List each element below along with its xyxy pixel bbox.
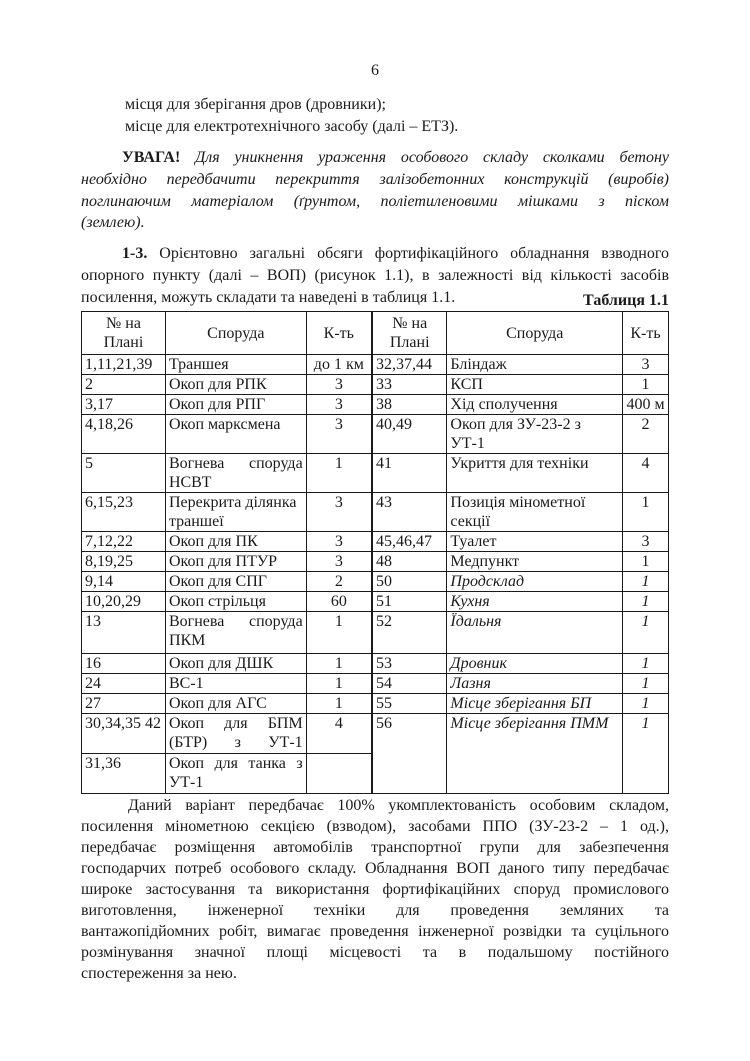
cell-num: 43 [372, 493, 447, 532]
cell-qty: 1 [306, 674, 372, 694]
cell-name: Окоп стрільця [165, 592, 306, 612]
cell-name: Окоп для АГС [165, 694, 306, 714]
cell-qty: 1 [623, 612, 669, 654]
cell-qty: 1 [306, 612, 372, 654]
cell-qty: 1 [623, 572, 669, 592]
cell-qty: 1 [623, 714, 669, 794]
cell-num: 48 [372, 552, 447, 572]
cell-num: 30,34,35 42 [82, 714, 166, 754]
cell-qty [306, 754, 372, 794]
cell-qty: 1 [623, 493, 669, 532]
table-row [82, 592, 669, 612]
cell-name: Лазня [447, 674, 623, 694]
cell-qty: 1 [623, 694, 669, 714]
cell-qty: 1 [623, 592, 669, 612]
cell-name: Перекрита ділянка траншеї [165, 493, 306, 532]
cell-name: Продсклад [447, 572, 623, 592]
cell-num: 13 [82, 612, 166, 654]
cell-qty: 2 [306, 572, 372, 592]
cell-num: 24 [82, 674, 166, 694]
table-caption: Таблиця 1.1 [583, 292, 669, 309]
cell-name: Окоп для танка з УТ-1 [165, 754, 306, 794]
warning-line: поглинаючим матеріалом (ґрунтом, поліетиленовими мішками з піском [81, 193, 669, 210]
cell-num: 2 [82, 375, 166, 395]
paragraph-line: Даний варіант передбачає 100% укомплектованість особовим складом, [128, 797, 669, 814]
table-row [82, 355, 669, 375]
cell-qty: 1 [306, 654, 372, 674]
cell-qty: 3 [623, 355, 669, 375]
section-label: 1-3. [122, 245, 148, 262]
intro-line: місце для електротехнічного засобу (далі – ЕТЗ). [125, 118, 459, 135]
header-qty: К-ть [306, 312, 372, 355]
cell-name: Окоп для СПГ [165, 572, 306, 592]
paragraph-line: вантажопідйомних робіт, вимагає проведення інженерної розвідки та суцільного [81, 923, 669, 940]
table-row [82, 612, 669, 654]
cell-num: 52 [372, 612, 447, 654]
section-line: опорного пункту (далі – ВОП) (рисунок 1.1), в залежності від кількості засобів [81, 267, 669, 284]
cell-name: Окоп для ДШК [165, 654, 306, 674]
table-row [82, 714, 669, 754]
structures-table [81, 311, 669, 794]
page-number: 6 [371, 62, 379, 79]
cell-name: Окоп для РПГ [165, 395, 306, 415]
warning-label: УВАГА! [122, 149, 181, 166]
cell-qty: 3 [306, 415, 372, 454]
cell-name: КСП [447, 375, 623, 395]
cell-qty: 3 [306, 532, 372, 552]
paragraph-line: господарчих потреб особового складу. Обладнання ВОП даного типу передбачає [81, 860, 669, 877]
cell-num: 32,37,44 [372, 355, 447, 375]
cell-num: 16 [82, 654, 166, 674]
cell-num: 53 [372, 654, 447, 674]
cell-num: 55 [372, 694, 447, 714]
cell-num: 10,20,29 [82, 592, 166, 612]
cell-name: Окоп для РПК [165, 375, 306, 395]
cell-name: Туалет [447, 532, 623, 552]
cell-num: 51 [372, 592, 447, 612]
table-row [82, 375, 669, 395]
paragraph-line: розмінування значної площі місцевості та в подальшому постійного [81, 944, 669, 961]
paragraph-line: широке застосування та використання фортифікаційних споруд промислового [81, 881, 669, 898]
cell-num: 50 [372, 572, 447, 592]
warning-line: (землею). [81, 214, 145, 231]
cell-name: Кухня [447, 592, 623, 612]
cell-qty: 4 [306, 714, 372, 754]
cell-name: Місце зберігання БП [447, 694, 623, 714]
paragraph-line: виготовлення, інженерної техніки для проведення земляних та [81, 902, 669, 919]
cell-qty: 1 [306, 694, 372, 714]
table-row [82, 654, 669, 674]
paragraph-line: посилення мінометною секцією (взводом), засобами ППО (ЗУ-23-2 – 1 од.), [81, 818, 669, 835]
table-row [82, 674, 669, 694]
cell-num: 7,12,22 [82, 532, 166, 552]
cell-num: 38 [372, 395, 447, 415]
warning-line: необхідно передбачити перекриття залізобетонних конструкцій (виробів) [81, 171, 669, 188]
cell-qty: 60 [306, 592, 372, 612]
header-num: № на Плані [372, 312, 447, 355]
cell-num: 8,19,25 [82, 552, 166, 572]
section-line: посилення, можуть складати та наведені в таблиця 1.1. [81, 289, 456, 306]
cell-num: 6,15,23 [82, 493, 166, 532]
table-row [82, 552, 669, 572]
cell-qty: 1 [623, 552, 669, 572]
cell-num: 27 [82, 694, 166, 714]
cell-name: Місце зберігання ПММ [447, 714, 623, 794]
cell-qty: 1 [623, 654, 669, 674]
cell-num: 45,46,47 [372, 532, 447, 552]
table-row [82, 395, 669, 415]
cell-name: Укриття для техніки [447, 454, 623, 493]
cell-num: 33 [372, 375, 447, 395]
cell-num: 4,18,26 [82, 415, 166, 454]
cell-num: 41 [372, 454, 447, 493]
cell-num: 54 [372, 674, 447, 694]
cell-name: Хід сполучення [447, 395, 623, 415]
cell-name: Вогнева споруда НСВТ [165, 454, 306, 493]
cell-num: 31,36 [82, 754, 166, 794]
table-row [82, 454, 669, 493]
cell-qty: 3 [306, 395, 372, 415]
table-row [82, 694, 669, 714]
cell-name: Їдальня [447, 612, 623, 654]
cell-qty: 2 [623, 415, 669, 454]
cell-qty: 1 [623, 674, 669, 694]
cell-qty: до 1 км [306, 355, 372, 375]
header-num: № на Плані [82, 312, 166, 355]
cell-num: 5 [82, 454, 166, 493]
cell-qty: 1 [306, 454, 372, 493]
section-line: 1-3. Орієнтовно загальні обсяги фортифікаційного обладнання взводного [122, 245, 669, 262]
table-row [82, 572, 669, 592]
cell-name: Окоп марксмена [165, 415, 306, 454]
header-qty: К-ть [623, 312, 669, 355]
cell-name: Окоп для ПТУР [165, 552, 306, 572]
cell-qty: 3 [306, 552, 372, 572]
cell-num: 3,17 [82, 395, 166, 415]
cell-name: Вогнева споруда ПКМ [165, 612, 306, 654]
table-row [82, 493, 669, 532]
cell-name: ВС-1 [165, 674, 306, 694]
cell-num: 56 [372, 714, 447, 794]
cell-qty: 3 [623, 532, 669, 552]
cell-name: Окоп для БПМ (БТР) з УТ-1 [165, 714, 306, 754]
cell-name: Окоп для ПК [165, 532, 306, 552]
cell-name: Позиція мінометної секції [447, 493, 623, 532]
header-structure: Споруда [165, 312, 306, 355]
cell-name: Дровник [447, 654, 623, 674]
cell-num: 9,14 [82, 572, 166, 592]
cell-qty: 400 м [623, 395, 669, 415]
table-row [82, 532, 669, 552]
intro-line: місця для зберігання дров (дровники); [125, 96, 386, 113]
warning-line: УВАГА! Для уникнення ураження особового складу сколками бетону [122, 149, 670, 166]
cell-name: Траншея [165, 355, 306, 375]
table-row [82, 415, 669, 454]
cell-name: Медпункт [447, 552, 623, 572]
paragraph-line: передбачає розміщення автомобілів транспортної групи для забезпечення [81, 839, 669, 856]
cell-qty: 3 [306, 493, 372, 532]
cell-qty: 1 [623, 375, 669, 395]
paragraph-line: спостереження за нею. [81, 965, 237, 982]
cell-name: Окоп для ЗУ-23-2 з УТ-1 [447, 415, 623, 454]
cell-num: 1,11,21,39 [82, 355, 166, 375]
header-structure: Споруда [447, 312, 623, 355]
cell-num: 40,49 [372, 415, 447, 454]
cell-name: Бліндаж [447, 355, 623, 375]
cell-qty: 4 [623, 454, 669, 493]
cell-qty: 3 [306, 375, 372, 395]
